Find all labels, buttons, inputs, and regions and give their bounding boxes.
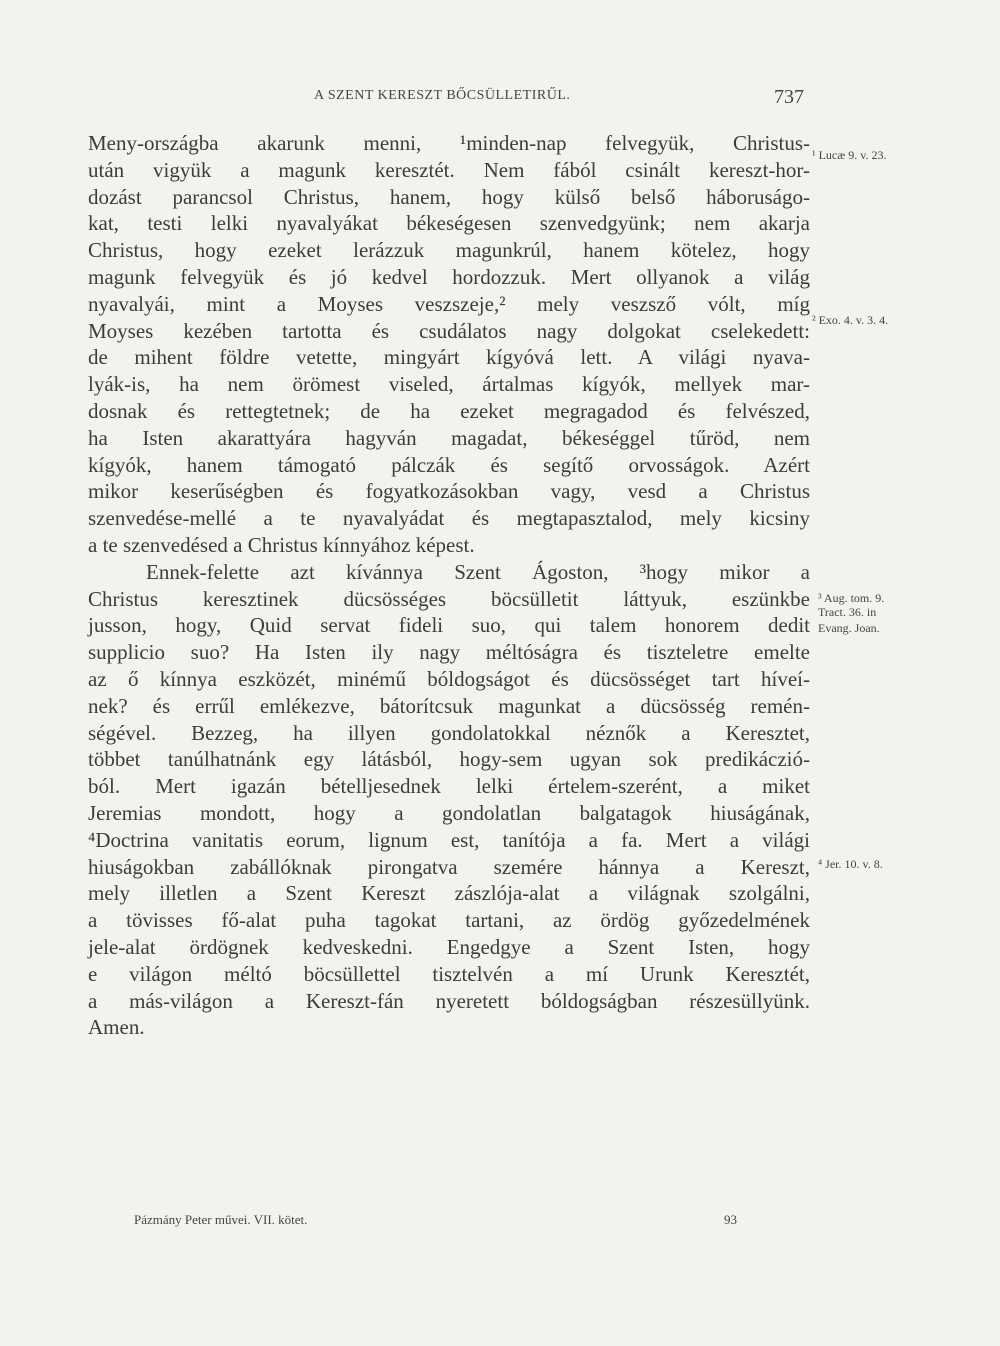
body-line: Jeremias mondott, hogy a gondolatlan balgatagok hiuságának, <box>88 800 810 825</box>
body-line: mely illetlen a Szent Kereszt zászlója-alat a világnak szolgálni, <box>88 881 810 906</box>
body-line: után vigyük a magunk keresztét. Nem fából csinált kereszt-hor- <box>88 157 810 182</box>
page-number: 737 <box>774 86 804 108</box>
body-line: Meny-országba akarunk menni, ¹minden-nap felvegyük, Christus- <box>88 131 810 155</box>
body-line: nek? és errűl emlékezve, bátorítcsuk magunkat a dücsösség remén- <box>88 693 810 718</box>
body-line: Moyses kezében tartotta és csudálatos nagy dolgokat cselekedett: <box>88 318 810 343</box>
body-line: de mihent földre vetette, mingyárt kígyóvá lett. A világi nyava- <box>88 345 810 370</box>
body-line: Amen. <box>88 1015 145 1040</box>
body-line: Ennek-felette azt kívánnya Szent Ágoston, ³hogy mikor a <box>146 559 810 584</box>
body-line: supplicio suo? Ha Isten ily nagy méltóságra és tiszteletre emelte <box>88 640 810 665</box>
body-line: Christus, hogy ezeket lerázzuk magunkrúl, hanem kötelez, hogy <box>88 238 810 263</box>
footer-source: Pázmány Peter művei. VII. kötet. <box>134 1212 308 1227</box>
body-line: ha Isten akarattyára hagyván magadat, békeséggel tűröd, nem <box>88 425 810 450</box>
body-line: a tövisses fő-alat puha tagokat tartani, az ördög győzedelmének <box>88 908 810 933</box>
body-line: nyavalyái, mint a Moyses veszszeje,² mely veszsző vólt, míg <box>88 291 810 316</box>
body-line: magunk felvegyük és jó kedvel hordozzuk. Mert ollyanok a világ <box>88 264 810 289</box>
body-line: kígyók, hanem támogató pálczák és segítő orvosságok. Azért <box>88 452 810 477</box>
body-line: dozást parancsol Christus, hanem, hogy külső belső háboruságo- <box>88 184 810 209</box>
marginal-note: ⁴ Jer. 10. v. 8. <box>818 857 883 871</box>
body-line: a te szenvedésed a Christus kínnyához képest. <box>88 532 475 557</box>
marginal-note: Evang. Joan. <box>818 621 880 635</box>
body-line: jele-alat ördögnek kedveskedni. Engedgye a Szent Isten, hogy <box>88 934 810 959</box>
marginal-note: ³ Aug. tom. 9. <box>818 591 885 605</box>
marginal-note: ¹ Lucæ 9. v. 23. <box>812 148 887 162</box>
footer-sheet-number: 93 <box>724 1212 737 1227</box>
body-line: mikor keserűségben és fogyatkozásokban vagy, vesd a Christus <box>88 479 810 504</box>
body-line: többet tanúlhatnánk egy látásból, hogy-sem ugyan sok predikáczió- <box>88 747 810 772</box>
body-line: kat, testi lelki nyavalyákat békeségesen szenvedgyünk; nem akarja <box>88 211 810 236</box>
body-line: ségével. Bezzeg, ha illyen gondolatokkal néznők a Keresztet, <box>88 720 810 745</box>
body-line: e világon méltó böcsüllettel tisztelvén a mí Urunk Keresztét, <box>88 961 810 986</box>
body-line: dosnak és rettegtetnek; de ha ezeket megragadod és felvészed, <box>88 398 810 423</box>
body-line: Christus keresztinek dücsösséges böcsülletit láttyuk, eszünkbe <box>88 586 810 611</box>
marginal-note: ² Exo. 4. v. 3. 4. <box>812 313 889 327</box>
body-line: hiuságokban zabállóknak pirongatva szemére hánnya a Kereszt, <box>88 854 810 879</box>
body-line: az ő kínnya eszközét, minémű bóldogságot és dücsösséget tart híveí- <box>88 666 810 691</box>
body-line: lyák-is, ha nem örömest viseled, ártalmas kígyók, mellyek mar- <box>88 372 810 397</box>
body-text <box>88 130 810 1041</box>
body-line: a más-világon a Kereszt-fán nyeretett bóldogságban részesüllyünk. <box>88 988 810 1013</box>
body-line: ⁴Doctrina vanitatis eorum, lignum est, tanítója a fa. Mert a világi <box>88 827 810 852</box>
body-line: ból. Mert igazán bételljesednek lelki értelem-szerént, a miket <box>88 774 810 799</box>
running-title: A SZENT KERESZT BŐCSÜLLETIRŰL. <box>314 88 571 103</box>
marginal-note: Tract. 36. in <box>818 605 877 619</box>
body-line: jusson, hogy, Quid servat fideli suo, qui talem honorem dedit <box>88 613 810 638</box>
body-line: szenvedése-mellé a te nyavalyádat és megtapasztalod, mely kicsiny <box>88 506 810 531</box>
